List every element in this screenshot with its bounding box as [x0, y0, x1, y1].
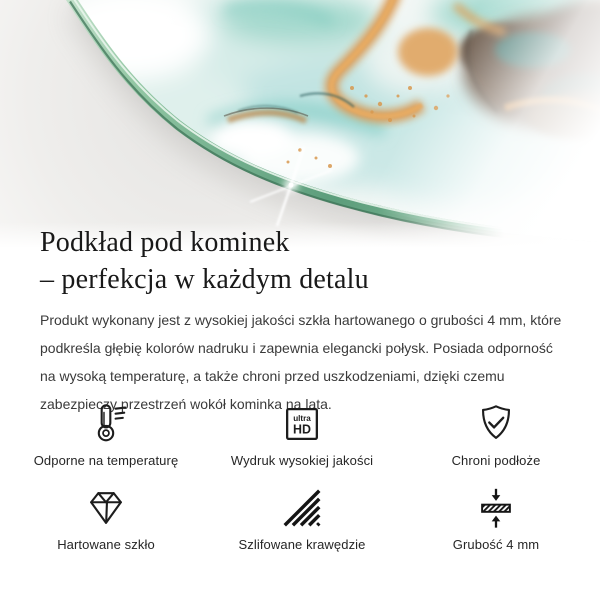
thickness-icon [473, 485, 519, 531]
shield-check-icon [473, 401, 519, 447]
feature-label: Wydruk wysokiej jakości [230, 453, 374, 468]
hero-bottom-fade [0, 0, 600, 248]
feature-tempered-glass [0, 480, 212, 564]
feature-label: Grubość 4 mm [452, 537, 540, 552]
hero-product-photo [0, 0, 600, 248]
page-title-line1: Podkład pod kominek [40, 227, 290, 258]
page-title [40, 224, 369, 298]
ultra-hd-icon-text-bottom: HD [293, 422, 311, 437]
page-title-line2: – perfekcja w każdym detalu [40, 264, 369, 295]
feature-label: Hartowane szkło [57, 537, 155, 552]
ultra-hd-icon [279, 401, 325, 447]
product-description: Produkt wykonany jest z wysokiej jakości szkła hartowanego o grubości 4 mm, które podkreśla głębię kolorów nadruku i zapewnia elegancki połysk. Posiada odporność na wysoką temperaturę, a także chroni przed uszkodzeniami, dzięki czemu zabezpieczy przestrzeń wokół kominka na lata. [40, 312, 562, 412]
feature-label: Chroni podłoże [451, 453, 541, 468]
feature-label: Szlifowane krawędzie [238, 537, 366, 552]
feature-print-quality [212, 396, 392, 480]
ultra-hd-icon-text-top: ultra [293, 414, 311, 424]
feature-label: Odporne na temperaturę [33, 453, 179, 468]
feature-temperature [0, 396, 212, 480]
feature-thickness [392, 480, 600, 564]
thermometer-icon [83, 401, 129, 447]
polished-edges-icon [279, 485, 325, 531]
diamond-icon [83, 485, 129, 531]
feature-protects-floor [392, 396, 600, 480]
feature-polished-edges [212, 480, 392, 564]
features-grid [0, 396, 600, 564]
